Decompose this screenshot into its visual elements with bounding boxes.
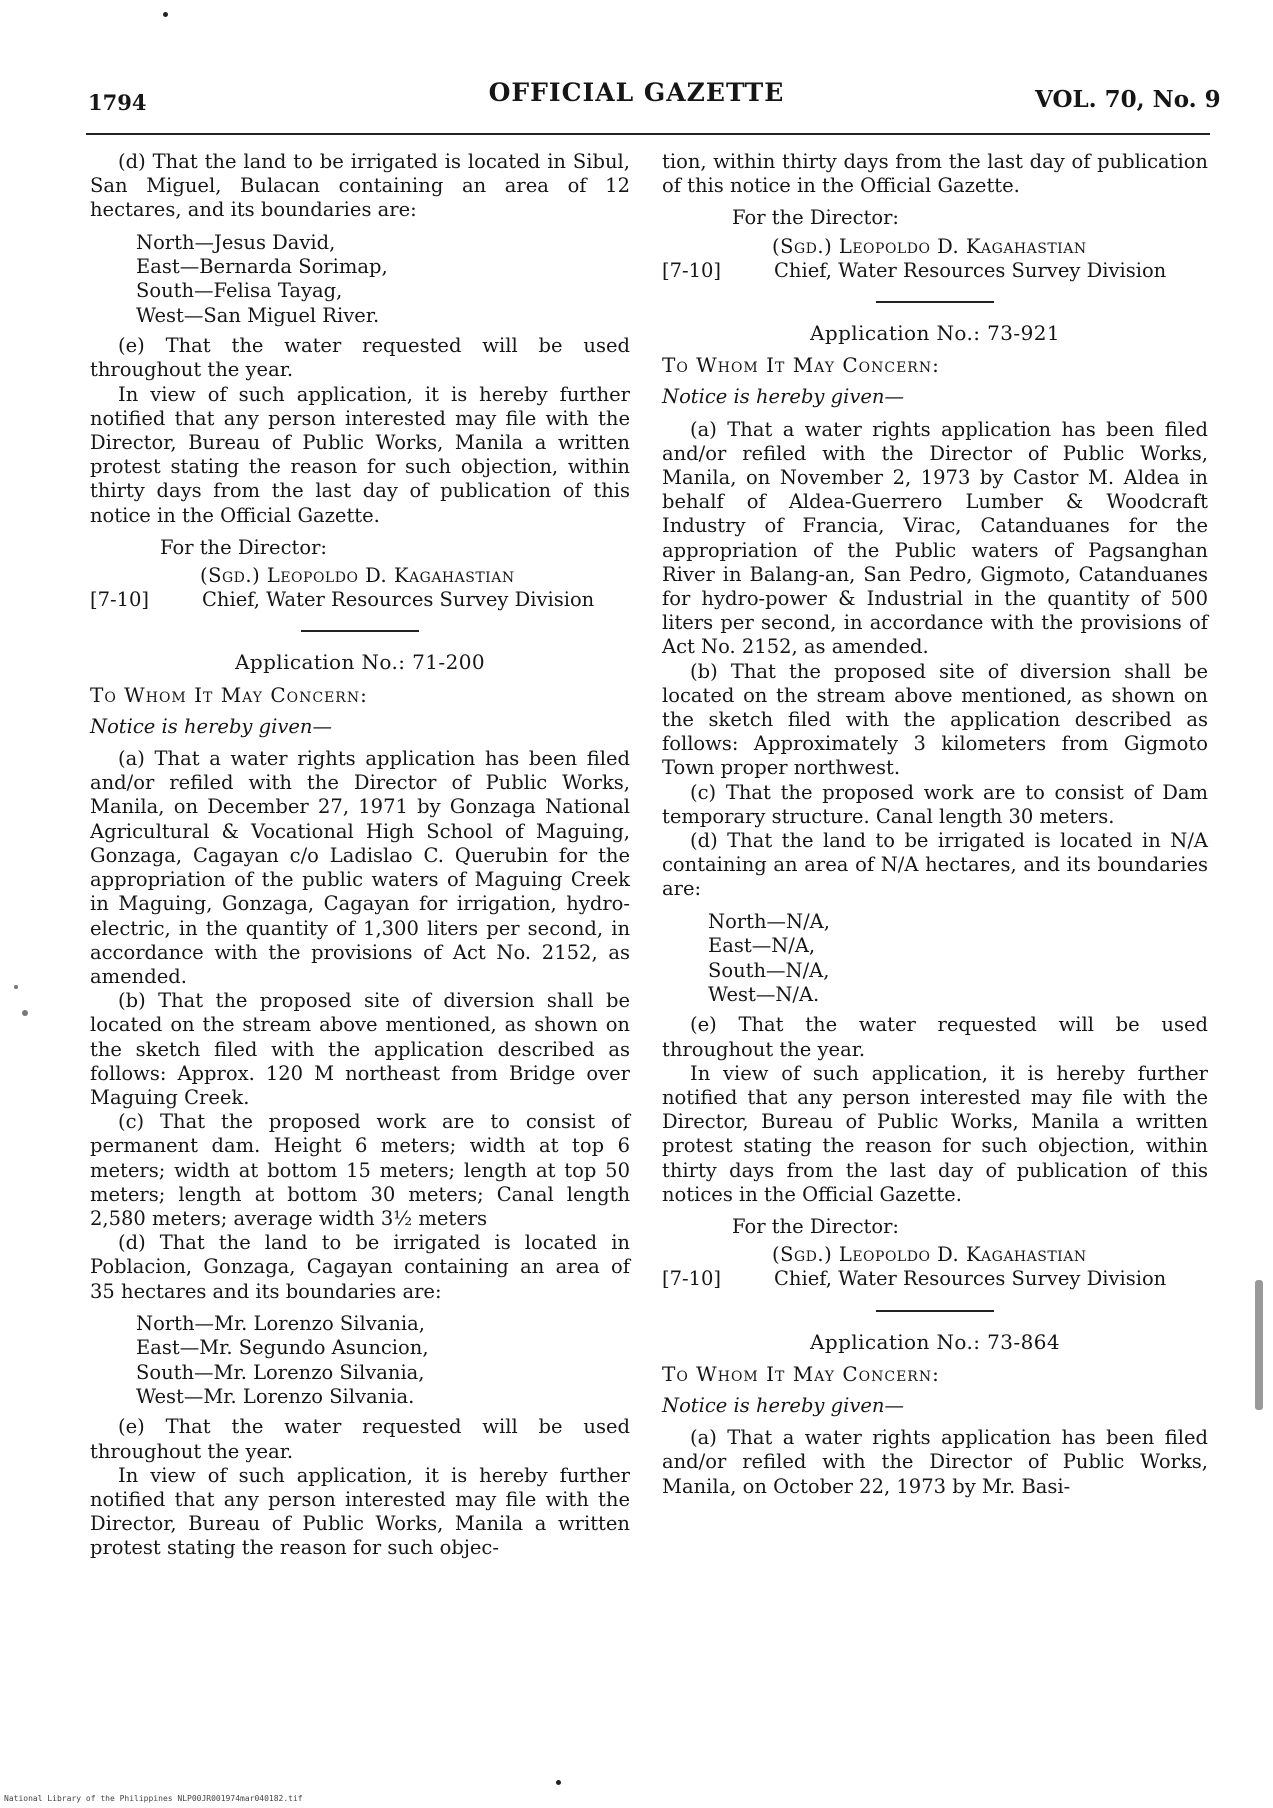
paragraph-a: (a) That a water rights application has been filed and/or refiled with the Director of Public Works, Manila, on October 22, 1973 by Mr. Basi- bbox=[662, 1426, 1208, 1498]
paragraph-d: (d) That the land to be irrigated is located in Sibul, San Miguel, Bulacan containing an area of 12 hectares, and its boundaries are: bbox=[90, 150, 630, 222]
section-divider bbox=[301, 630, 419, 632]
continued-paragraph: tion, within thirty days from the last day of publication of this notice in the Official Gazette. bbox=[662, 150, 1208, 198]
boundary-east: East—Bernarda Sorimap, bbox=[136, 255, 388, 279]
signature-line bbox=[662, 1267, 1208, 1291]
protest-paragraph: In view of such application, it is hereby further notified that any person interested may file with the Director, Bureau of Public Works, Manila a written protest stating the reason for such objec- bbox=[90, 1463, 630, 1560]
signatory-name: (Sgd.) Leopoldo D. Kagahastian bbox=[200, 564, 515, 588]
paragraph-e: (e) That the water requested will be used throughout the year. bbox=[90, 334, 630, 382]
header-rule bbox=[86, 133, 1210, 135]
signatory-position: Chief, Water Resources Survey Division bbox=[774, 1267, 1167, 1291]
volume-number: VOL. 70, No. 9 bbox=[1035, 86, 1221, 113]
paragraph-d: (d) That the land to be irrigated is located in Poblacion, Gonzaga, Cagayan containing an area of 35 hectares and its boundaries are: bbox=[90, 1231, 630, 1303]
boundary-east: East—N/A, bbox=[708, 934, 816, 958]
protest-paragraph: In view of such application, it is hereby further notified that any person interested may file with the Director, Bureau of Public Works, Manila a written protest stating the reason for such objection, within thirty days from the last day of publication of this notice in the Official Gazette. bbox=[90, 382, 630, 527]
paragraph-b: (b) That the proposed site of diversion shall be located on the stream above mentioned, as shown on the sketch filed with the application described as follows: Approx. 120 M northeast from Bridge over Maguing Creek. bbox=[90, 989, 630, 1109]
boundary-north: North—Jesus David, bbox=[136, 230, 336, 254]
issue-code: [7-10] bbox=[90, 588, 150, 612]
boundary-north: North—N/A, bbox=[708, 909, 830, 933]
boundaries-list bbox=[708, 910, 1208, 1008]
signature-line bbox=[90, 588, 630, 612]
boundary-east: East—Mr. Segundo Asuncion, bbox=[136, 1336, 429, 1360]
right-column bbox=[662, 150, 1208, 1499]
paragraph-a: (a) That a water rights application has been filed and/or refiled with the Director of Public Works, Manila, on December 27, 1971 by Gonzaga National Agricultural & Vocational High School of Maguing, Gonzaga, Cagayan c/o Ladislao C. Querubin for the appropriation of the public waters of Maguing Creek in Maguing, Gonzaga, Cagayan for irrigation, hydro-electric, in the quantity of 1,300 liters per second, in accordance with the provisions of Act No. 2152, as amended. bbox=[90, 747, 630, 988]
application-number: Application No.: 73-921 bbox=[810, 321, 1060, 346]
paragraph-c: (c) That the proposed work are to consist of permanent dam. Height 6 meters; width at top 6 meters; width at bottom 15 meters; length at top 50 meters; length at bottom 30 meters; Canal length 2,580 meters; average width 3½ meters bbox=[90, 1110, 630, 1230]
application-number: Application No.: 73-864 bbox=[810, 1329, 1060, 1354]
issue-code: [7-10] bbox=[662, 1267, 722, 1291]
paragraph-a: (a) That a water rights application has been filed and/or refiled with the Director of Public Works, Manila, on November 2, 1973 by Castor M. Aldea in behalf of Aldea-Guerrero Lumber & Woodcraft Industry of Francia, Virac, Catanduanes for the appropriation of the Public waters of Pagsanghan River in Balang-an, San Pedro, Gigmoto, Catanduanes for hydro-power & Industrial in the quantity of 500 liters per second, in accordance with the provisions of Act No. 2152, as amended. bbox=[662, 417, 1208, 659]
for-director: For the Director: bbox=[732, 206, 899, 230]
boundary-west: West—N/A. bbox=[708, 982, 820, 1006]
boundary-west: West—San Miguel River. bbox=[136, 303, 380, 327]
scan-speck bbox=[14, 985, 18, 989]
boundary-north: North—Mr. Lorenzo Silvania, bbox=[136, 1311, 425, 1335]
boundaries-list bbox=[136, 231, 630, 329]
for-director: For the Director: bbox=[160, 535, 327, 559]
paragraph-d: (d) That the land to be irrigated is located in N/A containing an area of N/A hectares, and its boundaries are: bbox=[662, 829, 1208, 901]
protest-paragraph: In view of such application, it is hereby further notified that any person interested may file with the Director, Bureau of Public Works, Manila a written protest stating the reason for such objection, within thirty days from the last day of publication of this notices in the Official Gazette. bbox=[662, 1061, 1208, 1206]
boundary-west: West—Mr. Lorenzo Silvania. bbox=[136, 1384, 415, 1408]
notice-heading: Notice is hereby given— bbox=[662, 385, 904, 409]
salutation: To Whom It May Concern: bbox=[662, 1361, 940, 1386]
archive-footer: National Library of the Philippines NLP00JR001974mar040182.tif bbox=[4, 1794, 303, 1803]
publication-title: OFFICIAL GAZETTE bbox=[488, 78, 785, 107]
page-edge-shadow bbox=[1255, 1280, 1263, 1410]
boundary-south: South—Felisa Tayag, bbox=[136, 279, 343, 303]
section-divider bbox=[876, 1310, 994, 1312]
paragraph-c: (c) That the proposed work are to consist of Dam temporary structure. Canal length 30 meters. bbox=[662, 780, 1208, 828]
signatory-position: Chief, Water Resources Survey Division bbox=[202, 588, 595, 612]
scan-speck bbox=[163, 12, 168, 17]
left-column bbox=[90, 150, 630, 1561]
salutation: To Whom It May Concern: bbox=[90, 682, 368, 707]
signatory-name: (Sgd.) Leopoldo D. Kagahastian bbox=[772, 1243, 1087, 1267]
boundary-south: South—N/A, bbox=[708, 958, 830, 982]
paragraph-b: (b) That the proposed site of diversion shall be located on the stream above mentioned, as shown on the sketch filed with the application described as follows: Approximately 3 kilometers from Gigmoto Town proper northwest. bbox=[662, 659, 1208, 780]
boundaries-list bbox=[136, 1312, 630, 1410]
scan-speck bbox=[556, 1780, 561, 1785]
for-director: For the Director: bbox=[732, 1214, 899, 1238]
paragraph-e: (e) That the water requested will be used throughout the year. bbox=[90, 1415, 630, 1463]
application-number: Application No.: 71-200 bbox=[235, 650, 485, 675]
boundary-south: South—Mr. Lorenzo Silvania, bbox=[136, 1360, 425, 1384]
signatory-position: Chief, Water Resources Survey Division bbox=[774, 258, 1167, 282]
signatory-name: (Sgd.) Leopoldo D. Kagahastian bbox=[772, 234, 1087, 258]
page-number: 1794 bbox=[88, 90, 147, 115]
signature-line bbox=[662, 259, 1208, 283]
salutation: To Whom It May Concern: bbox=[662, 353, 940, 378]
section-divider bbox=[876, 301, 994, 303]
notice-heading: Notice is hereby given— bbox=[90, 714, 332, 738]
notice-heading: Notice is hereby given— bbox=[662, 1393, 904, 1417]
scan-speck bbox=[22, 1010, 28, 1016]
issue-code: [7-10] bbox=[662, 258, 722, 282]
paragraph-e: (e) That the water requested will be used throughout the year. bbox=[662, 1013, 1208, 1061]
